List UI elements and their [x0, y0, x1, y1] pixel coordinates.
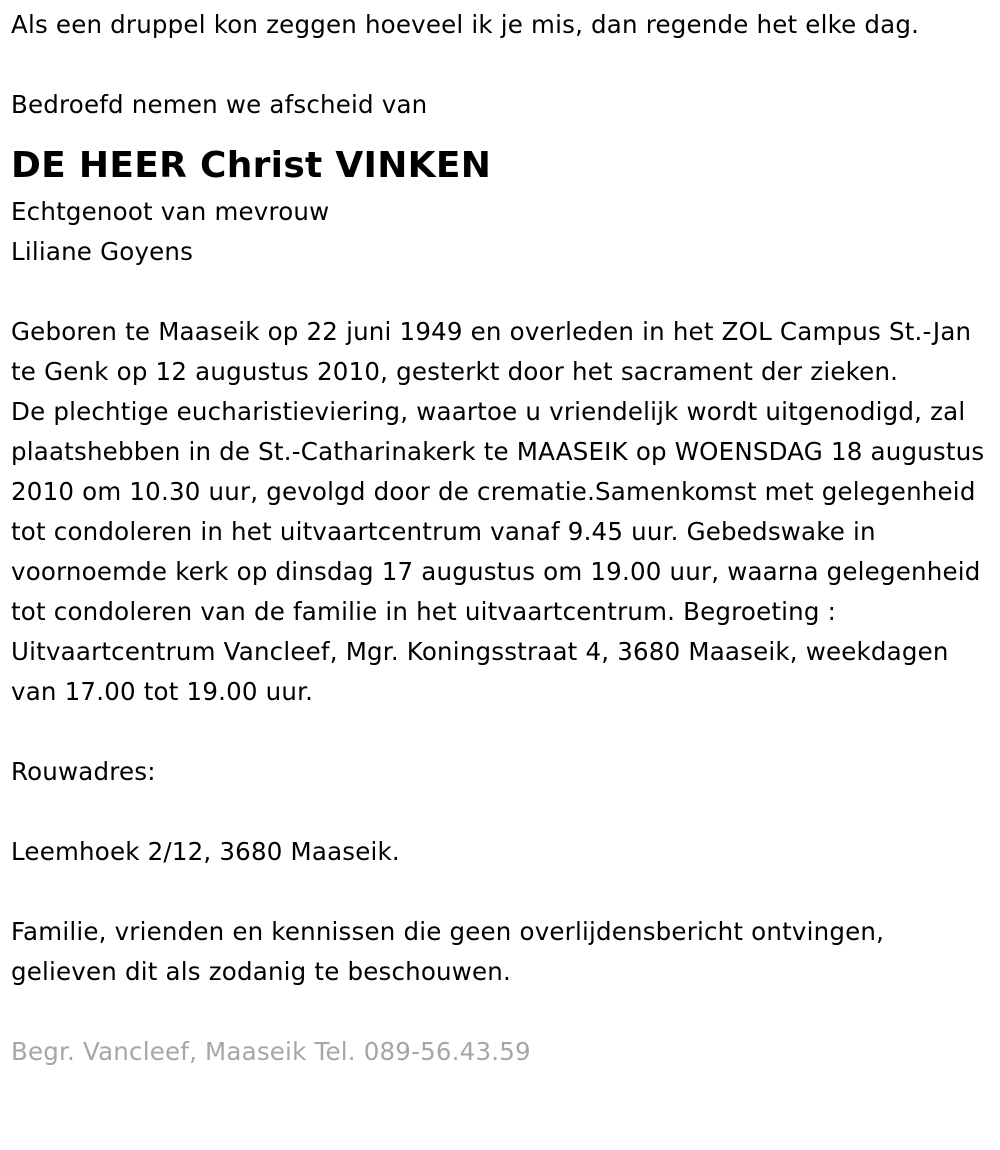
spacer	[11, 712, 986, 752]
intro-text: Bedroefd nemen we afscheid van	[11, 90, 428, 119]
spacer	[11, 272, 986, 312]
spacer	[11, 992, 986, 1032]
opening-quote: Als een druppel kon zeggen hoeveel ik je mis, dan regende het elke dag.	[11, 10, 920, 39]
spouse-line-1: Echtgenoot van mevrouw	[11, 197, 330, 226]
spacer	[11, 792, 986, 832]
funeral-home-footer: Begr. Vancleef, Maaseik Tel. 089-56.43.59	[11, 1037, 531, 1066]
obituary-document	[11, 5, 986, 1072]
spacer	[11, 872, 986, 912]
spouse-line-2: Liliane Goyens	[11, 237, 194, 266]
ceremony-paragraph: De plechtige eucharistieviering, waartoe u vriendelijk wordt uitgenodigd, zal plaatshebben in de St.-Catharinakerk te MAASEIK op WOENSDAG 18 augustus 2010 om 10.30 uur, gevolgd door de crematie.Samenkomst met gelegenheid tot condoleren in het uitvaartcentrum vanaf 9.45 uur. Gebedswake in voornoemde kerk op dinsdag 17 augustus om 19.00 uur, waarna gelegenheid tot condoleren van de familie in het uitvaartcentrum. Begroeting : Uitvaartcentrum Vancleef, Mgr. Koningsstraat 4, 3680 Maaseik, weekdagen van 17.00 tot 19.00 uur.	[11, 397, 985, 706]
address-label: Rouwadres:	[11, 757, 156, 786]
mourning-address: Leemhoek 2/12, 3680 Maaseik.	[11, 837, 400, 866]
notice-paragraph: Familie, vrienden en kennissen die geen overlijdensbericht ontvingen, gelieven dit als zodanig te beschouwen.	[11, 917, 885, 986]
spacer	[11, 45, 986, 85]
deceased-name: DE HEER Christ VINKEN	[11, 145, 492, 186]
birth-death-paragraph: Geboren te Maaseik op 22 juni 1949 en overleden in het ZOL Campus St.-Jan te Genk op 12 augustus 2010, gesterkt door het sacrament der zieken.	[11, 317, 972, 386]
